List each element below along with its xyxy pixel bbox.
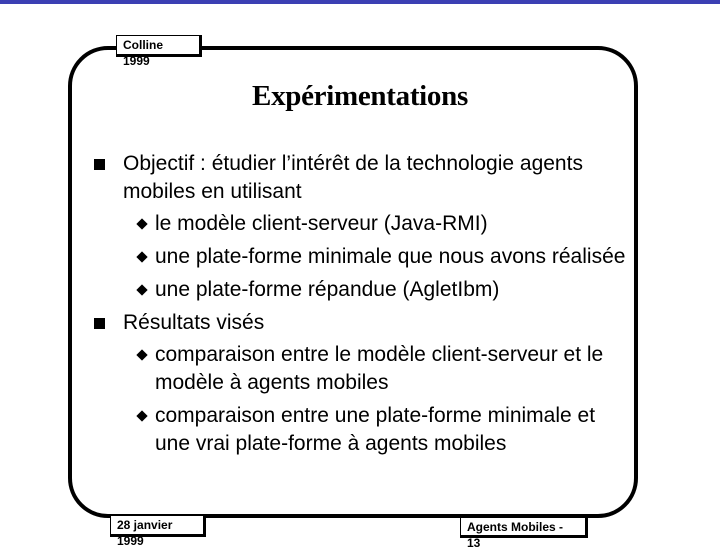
slide-title: Expérimentations	[252, 80, 468, 112]
sub-bullet	[90, 243, 630, 271]
slide-content	[90, 150, 630, 463]
square-bullet-icon	[94, 318, 105, 329]
bullet-text: Résultats visés	[123, 311, 265, 334]
sub-bullet-text: comparaison entre le modèle client-serveur et le modèle à agents mobiles	[155, 343, 604, 394]
diamond-bullet-icon	[136, 410, 147, 421]
top-accent-bar	[0, 0, 720, 4]
square-bullet-icon	[94, 159, 105, 170]
footer-page-tag: Agents Mobiles - 13	[460, 517, 588, 538]
sub-bullet	[90, 210, 630, 238]
diamond-bullet-icon	[136, 251, 147, 262]
footer-date-tag: 28 janvier 1999	[110, 515, 206, 537]
sub-bullet-text: comparaison entre une plate-forme minimale et une vrai plate-forme à agents mobiles	[155, 404, 596, 455]
bullet-resultats	[90, 309, 630, 337]
bullet-objectif	[90, 150, 630, 206]
sub-bullet	[90, 341, 630, 397]
bullet-text: Objectif : étudier l’intérêt de la technologie agents mobiles en utilisant	[123, 152, 583, 203]
header-tag: Colline 1999	[116, 35, 202, 57]
diamond-bullet-icon	[136, 349, 147, 360]
sub-bullet	[90, 402, 630, 458]
sub-bullet-text: une plate-forme répandue (AgletIbm)	[155, 278, 500, 301]
diamond-bullet-icon	[136, 218, 147, 229]
diamond-bullet-icon	[136, 284, 147, 295]
sub-bullet-text: une plate-forme minimale que nous avons réalisée	[155, 245, 626, 268]
sub-bullet-text: le modèle client-serveur (Java-RMI)	[155, 212, 488, 235]
sub-bullet	[90, 276, 630, 304]
